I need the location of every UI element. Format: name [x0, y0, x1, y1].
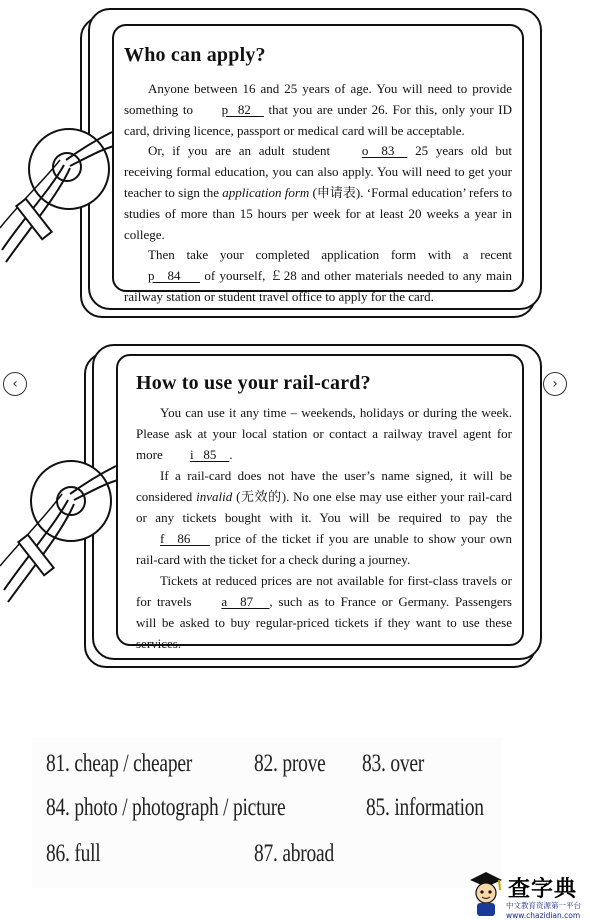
logo-url: 中文教育资源第一平台 www.chazidian.com [506, 901, 581, 920]
chevron-left-icon: ‹ [12, 376, 18, 392]
tag-2-string-icon [0, 330, 130, 670]
chevron-right-icon: › [552, 376, 558, 392]
blank-83: o 83 [361, 143, 408, 159]
answer-82: 82. prove [254, 750, 326, 777]
card-1-paragraph-1: Anyone between 16 and 25 years of age. You will need to provide something to p 82 that you are under 26. For this, only your ID card, driving licence, passport or medical card will be acceptable. [124, 81, 513, 138]
answer-86: 86. full [46, 840, 101, 867]
chazidian-logo [466, 866, 590, 919]
card-1-paragraph-3: Then take your completed application form with a recent p 84 of yourself, ￡28 and other materials needed to any main railway station or student travel office to apply for the card. [124, 247, 512, 304]
luggage-tag-1 [0, 0, 590, 340]
tag-1-content-panel [112, 24, 524, 304]
answer-81: 81. cheap / cheaper [46, 750, 193, 777]
blank-82: p 82 [221, 101, 264, 117]
card-2-paragraph-1: You can use it any time – weekends, holidays or during the week. Please ask at your local station or contact a railway travel agent for more i 85 . [136, 403, 512, 465]
blank-85: i 85 [189, 446, 230, 462]
card-1-paragraph-2: Or, if you are an adult student o 83 25 years old but receiving formal education, you can also apply. You will need to get your teacher to sign the application form (申请表). ‘Formal education’ refers to studies of more than 15 hours per week for at least 20 weeks a year in college. [124, 143, 513, 242]
card-1-title: Who can apply? [124, 44, 266, 66]
card-2-title: How to use your rail-card? [136, 372, 371, 394]
card-2-paragraph-3: Tickets at reduced prices are not available for first-class travels or for travels a 87 , such as to France or Germany. Passengers will be asked to buy regular-priced tickets if they want to use these services. [136, 573, 512, 651]
blank-87: a 87 [221, 594, 270, 610]
tag-2-content-panel [116, 354, 524, 651]
graduate-mascot-icon [466, 868, 506, 918]
blank-84: p 84 [148, 268, 200, 284]
card-2-paragraph-2: If a rail-card does not have the user’s name signed, it will be considered invalid (无效的). No one else may use either your rail-card or any tickets bought with it. You will be required to pay the f 86 price of the ticket if you are unable to show your own rail-card with the ticket for a check during a journey. [136, 468, 513, 567]
tag-1-string-icon [0, 0, 130, 340]
luggage-tag-2 [0, 330, 590, 670]
answer-83: 83. over [362, 750, 425, 777]
blank-86: f 86 [160, 530, 210, 546]
answer-key [32, 738, 502, 888]
answer-85: 85. information [366, 794, 484, 821]
answer-84: 84. photo / photograph / picture [46, 794, 286, 821]
logo-text: 查字典 [508, 877, 578, 902]
answer-87: 87. abroad [254, 840, 334, 867]
